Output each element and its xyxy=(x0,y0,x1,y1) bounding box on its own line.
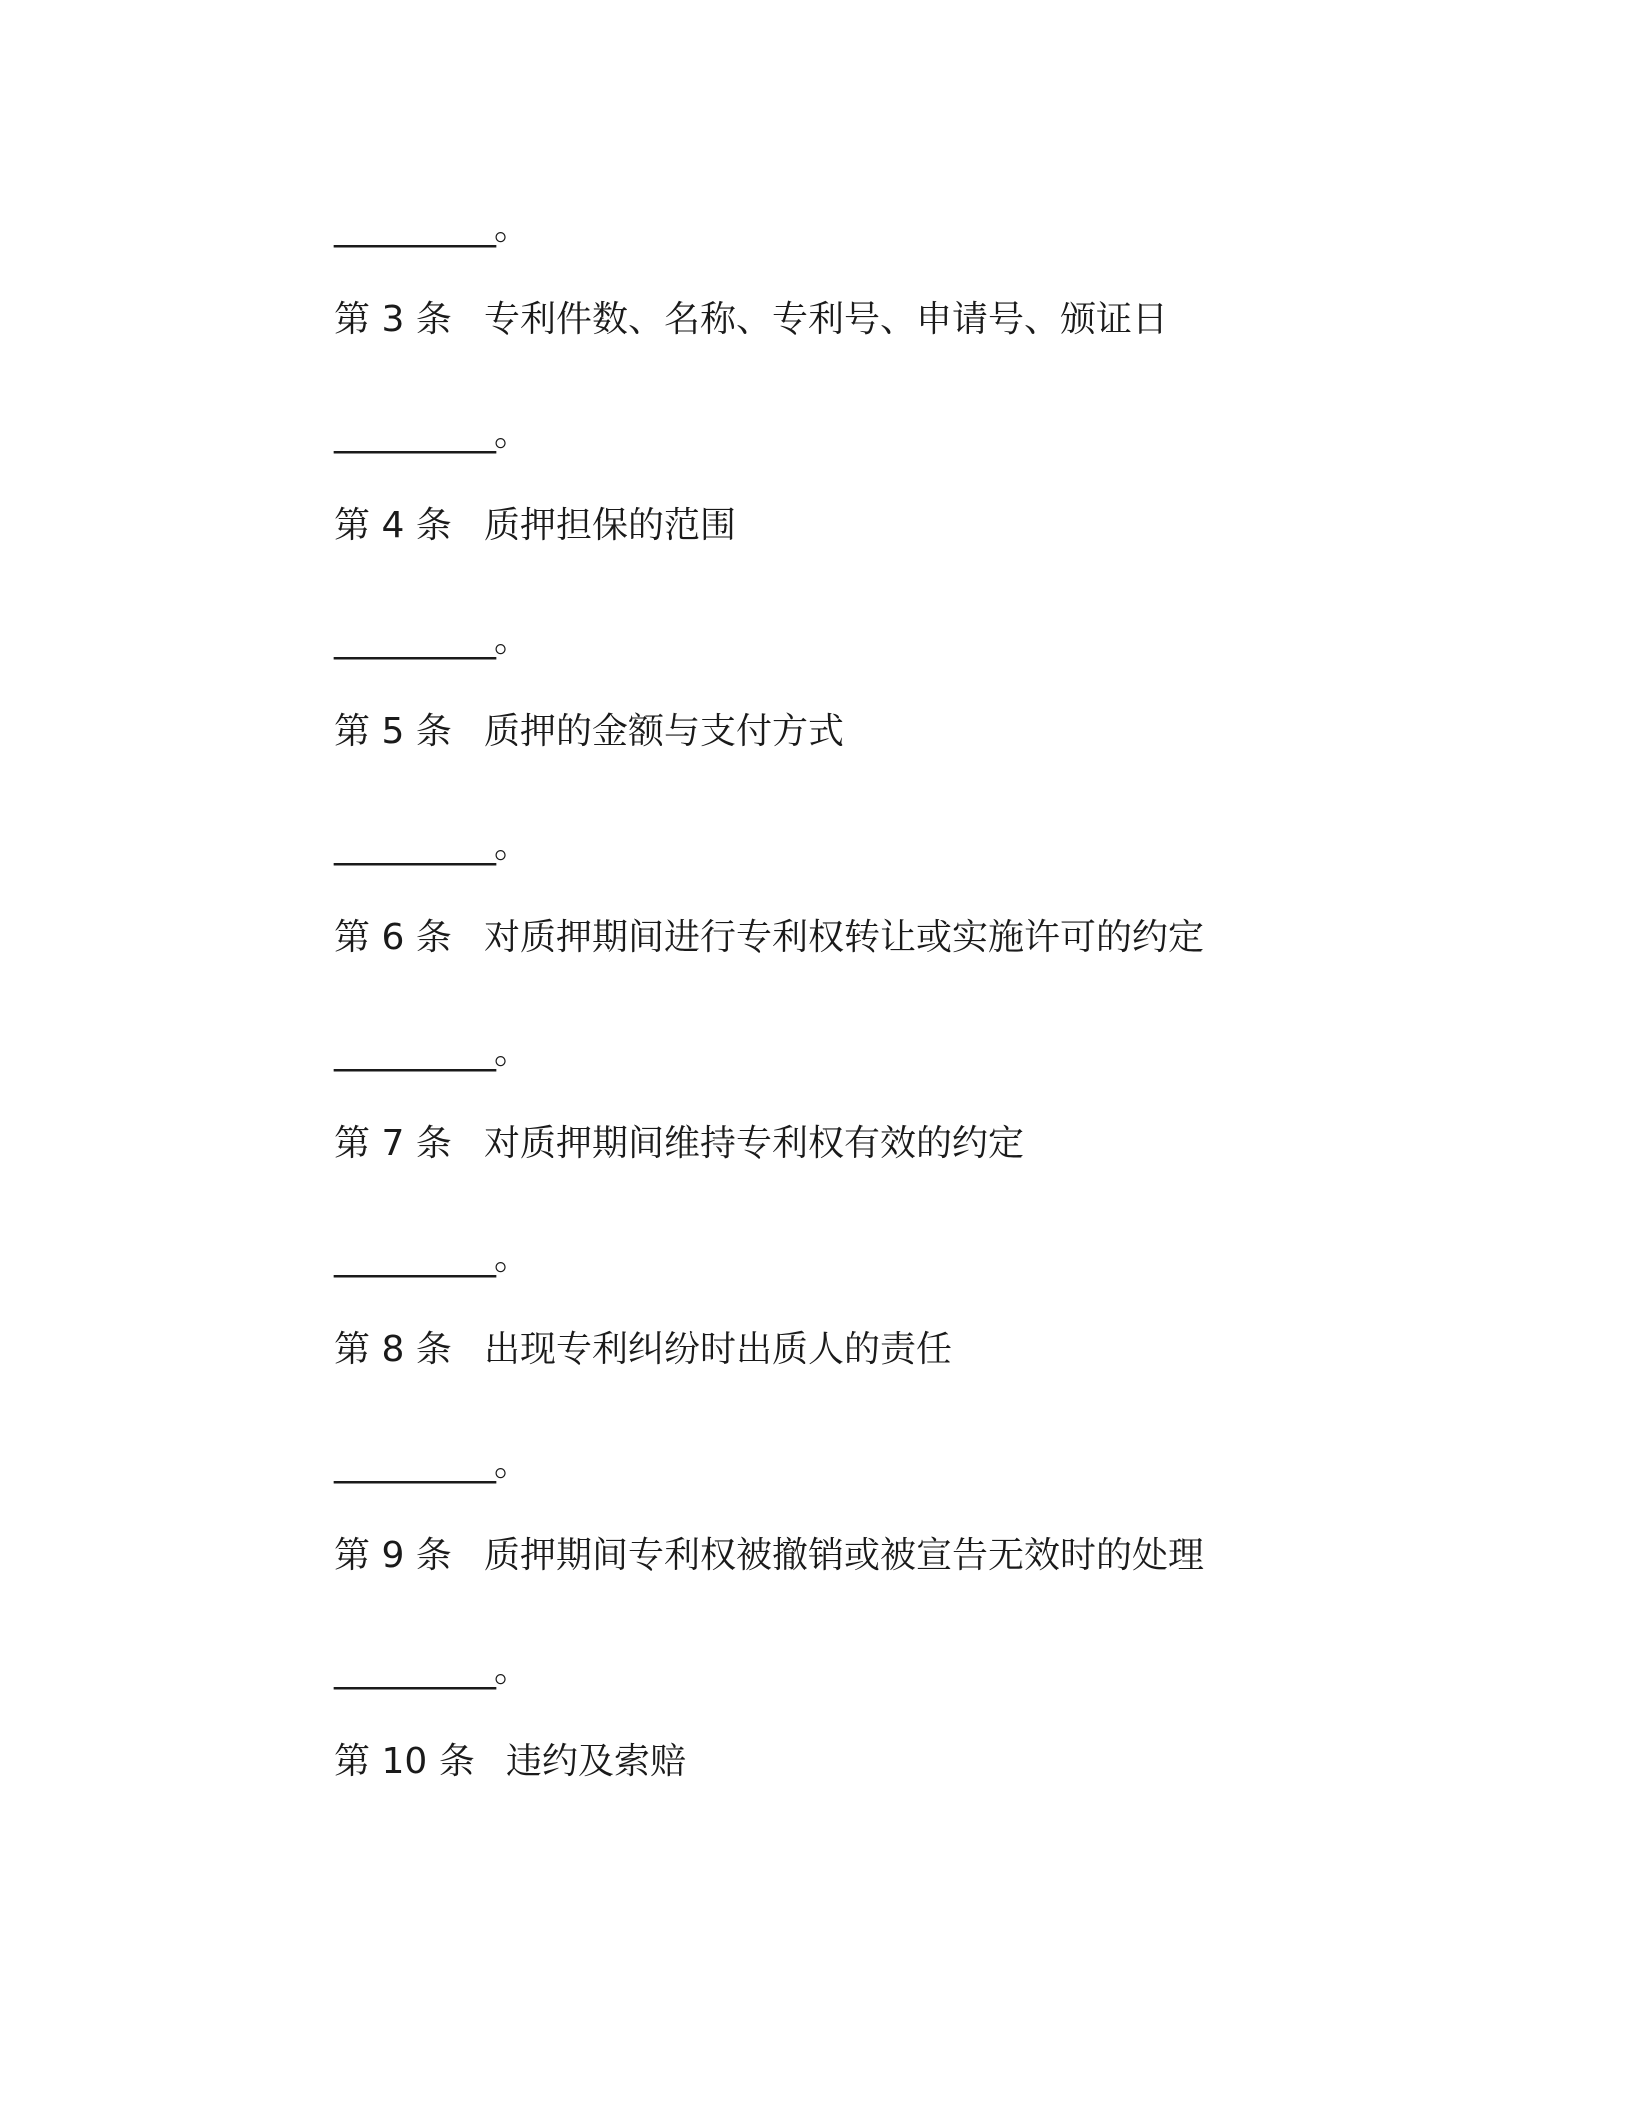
blank-fill: __________。 xyxy=(334,1031,529,1072)
blank-line xyxy=(334,620,528,660)
article-title: 质押的金额与支付方式 xyxy=(484,711,845,752)
blank-line xyxy=(334,1238,528,1278)
article-number: 第 8 条 xyxy=(334,1329,452,1370)
article-title: 质押期间专利权被撤销或被宣告无效时的处理 xyxy=(484,1535,1205,1576)
article-heading xyxy=(334,1536,1204,1576)
article-heading xyxy=(334,1124,1024,1164)
article-title: 违约及索赔 xyxy=(506,1741,687,1782)
article-number: 第 10 条 xyxy=(334,1741,475,1782)
article-title: 对质押期间维持专利权有效的约定 xyxy=(484,1123,1025,1164)
blank-line xyxy=(334,414,528,454)
blank-line xyxy=(334,826,528,866)
article-number: 第 6 条 xyxy=(334,917,452,958)
article-number: 第 3 条 xyxy=(334,299,452,340)
article-heading xyxy=(334,300,1168,340)
article-heading xyxy=(334,506,736,546)
blank-fill: __________。 xyxy=(334,413,529,454)
article-number: 第 4 条 xyxy=(334,505,452,546)
blank-fill: __________。 xyxy=(334,619,529,660)
article-title: 出现专利纠纷时出质人的责任 xyxy=(484,1329,953,1370)
blank-line xyxy=(334,208,528,248)
blank-fill: __________。 xyxy=(334,1649,529,1690)
article-heading xyxy=(334,1742,686,1782)
article-number: 第 5 条 xyxy=(334,711,452,752)
blank-fill: __________。 xyxy=(334,1237,529,1278)
blank-fill: __________。 xyxy=(334,1443,529,1484)
blank-line xyxy=(334,1650,528,1690)
article-number: 第 9 条 xyxy=(334,1535,452,1576)
article-heading xyxy=(334,1330,952,1370)
blank-fill: __________。 xyxy=(334,825,529,866)
blank-fill: __________。 xyxy=(334,207,529,248)
article-heading xyxy=(334,918,1204,958)
blank-line xyxy=(334,1444,528,1484)
blank-line xyxy=(334,1032,528,1072)
article-number: 第 7 条 xyxy=(334,1123,452,1164)
article-title: 质押担保的范围 xyxy=(484,505,737,546)
article-title: 专利件数、名称、专利号、申请号、颁证日 xyxy=(484,299,1169,340)
article-title: 对质押期间进行专利权转让或实施许可的约定 xyxy=(484,917,1205,958)
article-heading xyxy=(334,712,844,752)
